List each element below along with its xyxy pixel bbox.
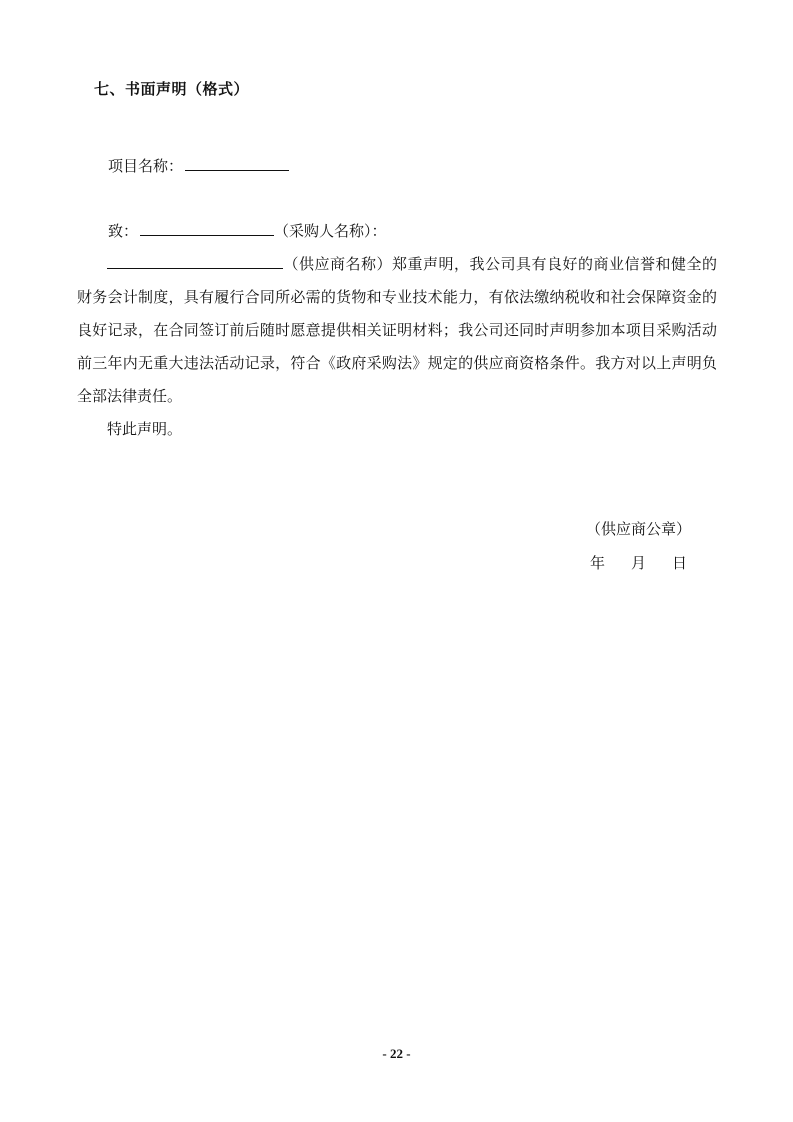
project-name-blank[interactable]	[185, 156, 289, 171]
project-name-label: 项目名称：	[108, 157, 184, 175]
date-line	[590, 552, 687, 573]
supplier-seal-label: （供应商公章）	[586, 520, 692, 538]
date-year: 年	[590, 554, 606, 572]
page-number: - 22 -	[382, 1046, 411, 1061]
date-day: 日	[672, 554, 688, 572]
addressee-suffix: （采购人名称）：	[274, 222, 387, 240]
closing-paragraph	[77, 413, 717, 446]
date-month: 月	[631, 554, 647, 572]
addressee-line	[108, 221, 387, 241]
declaration-paragraph	[77, 248, 717, 413]
declaration-text: （供应商名称）郑重声明，我公司具有良好的商业信誉和健全的财务会计制度，具有履行合同所必需的货物和专业技术能力，有依法缴纳税收和社会保障资金的良好记录，在合同签订前后随时愿意提供相关证明材料；我公司还同时声明参加本项目采购活动前三年内无重大违法活动记录，符合《政府采购法》规定的供应商资格条件。我方对以上声明负全部法律责任。	[77, 255, 717, 405]
section-heading: 七、书面声明（格式）	[94, 80, 250, 98]
declaration-body	[77, 248, 717, 446]
project-name-line	[108, 156, 289, 176]
supplier-name-blank[interactable]	[107, 254, 283, 269]
closing-text: 特此声明。	[107, 420, 183, 438]
addressee-prefix: 致：	[108, 222, 139, 240]
purchaser-name-blank[interactable]	[140, 221, 274, 236]
